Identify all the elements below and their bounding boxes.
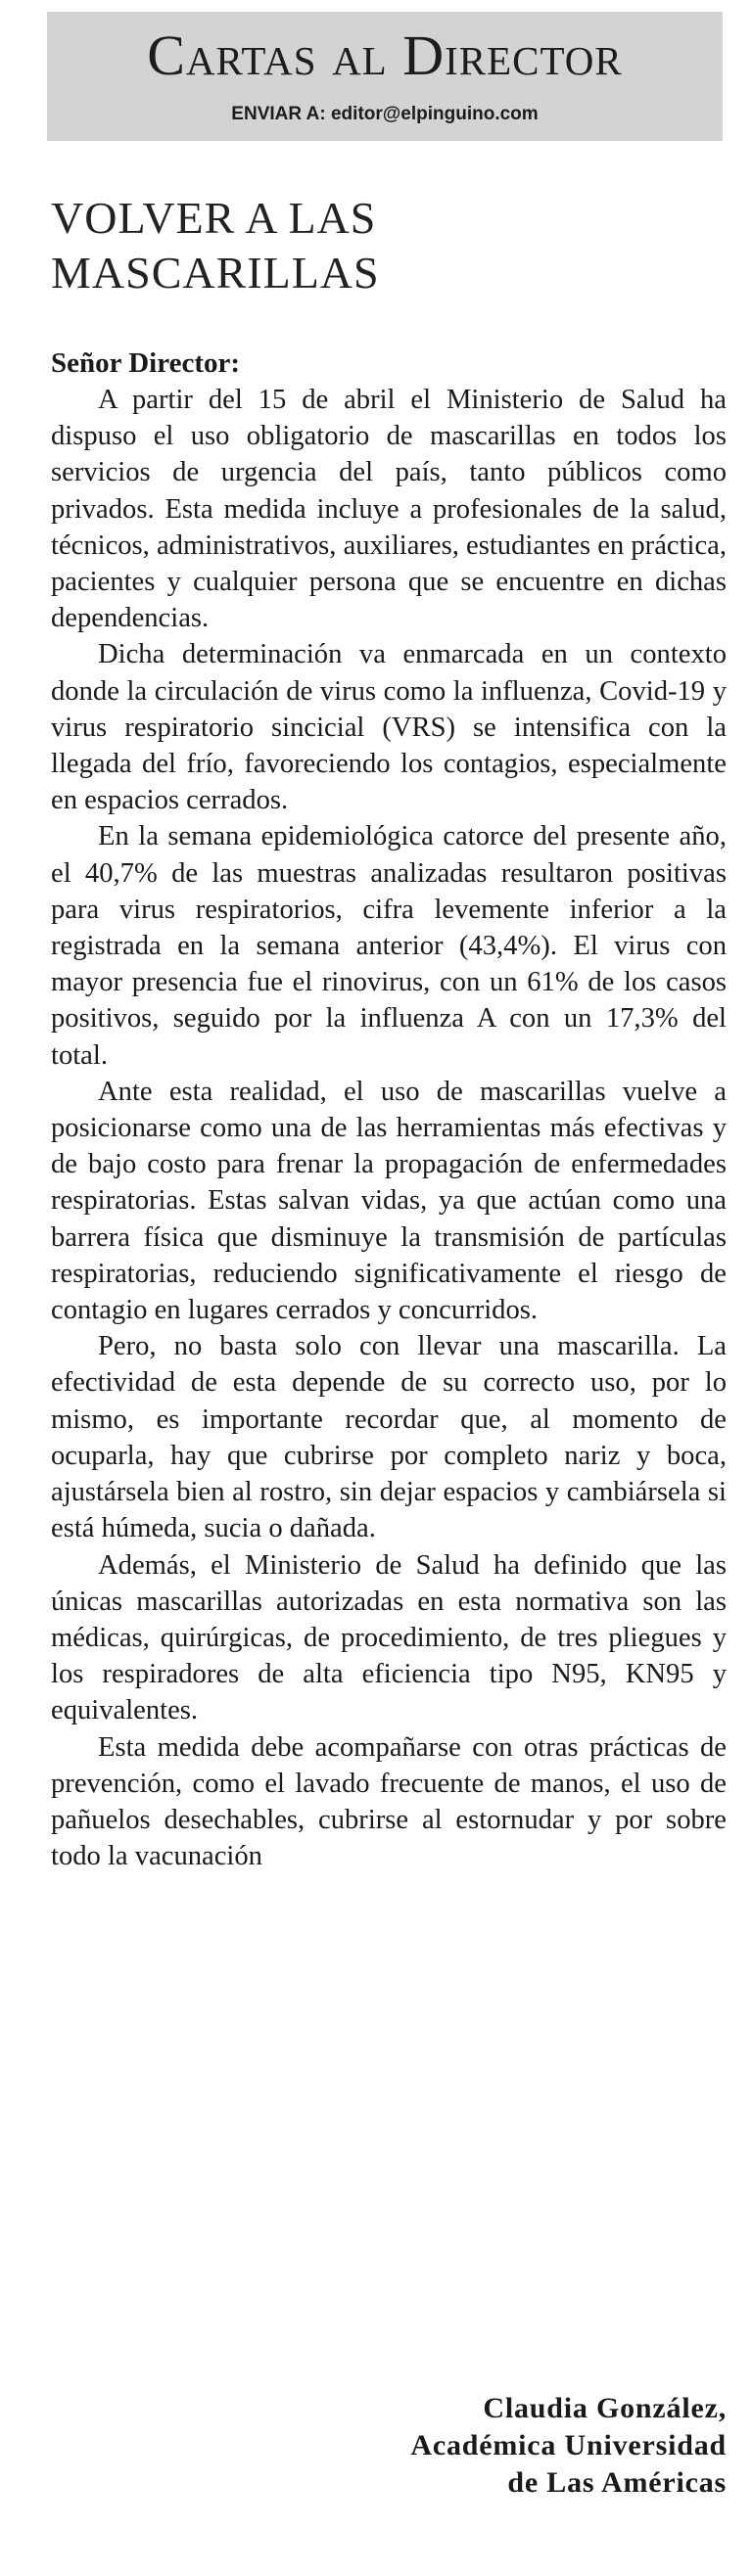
letter-paragraph: En la semana epidemiológica catorce del presente año, el 40,7% de las muestras analizadas resultaron positivas para virus respiratorios, cifra levemente inferior a la registrada en la semana anterior (43,4%). El virus con mayor presencia fue el rinovirus, con un 61% de los casos positivos, seguido por la influenza A con un 17,3% del total. <box>51 821 727 1071</box>
signature-name: Claudia González, <box>483 2392 727 2424</box>
letter-paragraph: A partir del 15 de abril el Ministerio de Salud ha dispuso el uso obligatorio de mascarillas en todos los servicios de urgencia del país, tanto públicos como privados. Esta medida incluye a profesionales de la salud, técnicos, administrativos, auxiliares, estudiantes en práctica, pacientes y cualquier persona que se encuentre en dichas dependencias. <box>51 385 727 634</box>
contact-email-line: ENVIAR A: editor@elpinguino.com <box>231 104 539 124</box>
letter-headline: VOLVER A LAS MASCARILLAS <box>51 193 380 298</box>
letter-salutation: Señor Director: <box>51 347 241 379</box>
letter-paragraph: Dicha determinación va enmarcada en un contexto donde la circulación de virus como la influenza, Covid-19 y virus respiratorio sincicial (VRS) se intensifica con la llegada del frío, favoreciendo los contagios, especialmente en espacios cerrados. <box>51 639 727 816</box>
signature-affiliation: de Las Américas <box>507 2466 727 2499</box>
section-title: Cartas al Director <box>147 23 623 87</box>
letter-paragraph: Esta medida debe acompañarse con otras prácticas de prevención, como el lavado frecuente de manos, el uso de pañuelos desechables, cubrirse al estornudar y por sobre todo la vacunación <box>51 1731 727 1872</box>
letter-signature <box>410 2390 727 2502</box>
section-header <box>47 12 723 141</box>
signature-affiliation: Académica Universidad <box>410 2429 727 2461</box>
letter-paragraph: Pero, no basta solo con llevar una mascarilla. La efectividad de esta depende de su correcto uso, por lo mismo, es importante recordar que, al momento de ocuparla, hay que cubrirse por completo nariz y boca, ajustársela bien al rostro, sin dejar espacios y cambiársela si está húmeda, sucia o dañada. <box>51 1331 727 1544</box>
letter-body <box>51 382 727 1874</box>
letter-paragraph: Ante esta realidad, el uso de mascarillas vuelve a posicionarse como una de las herramientas más efectivas y de bajo costo para frenar la propagación de enfermedades respiratorias. Estas salvan vidas, ya que actúan como una barrera física que disminuye la transmisión de partículas respiratorias, reduciendo significativamente el riesgo de contagio en lugares cerrados y concurridos. <box>51 1076 727 1326</box>
letter-paragraph: Además, el Ministerio de Salud ha definido que las únicas mascarillas autorizadas en esta normativa son las médicas, quirúrgicas, de procedimiento, de tres pliegues y los respiradores de alta eficiencia tipo N95, KN95 y equivalentes. <box>51 1549 727 1726</box>
